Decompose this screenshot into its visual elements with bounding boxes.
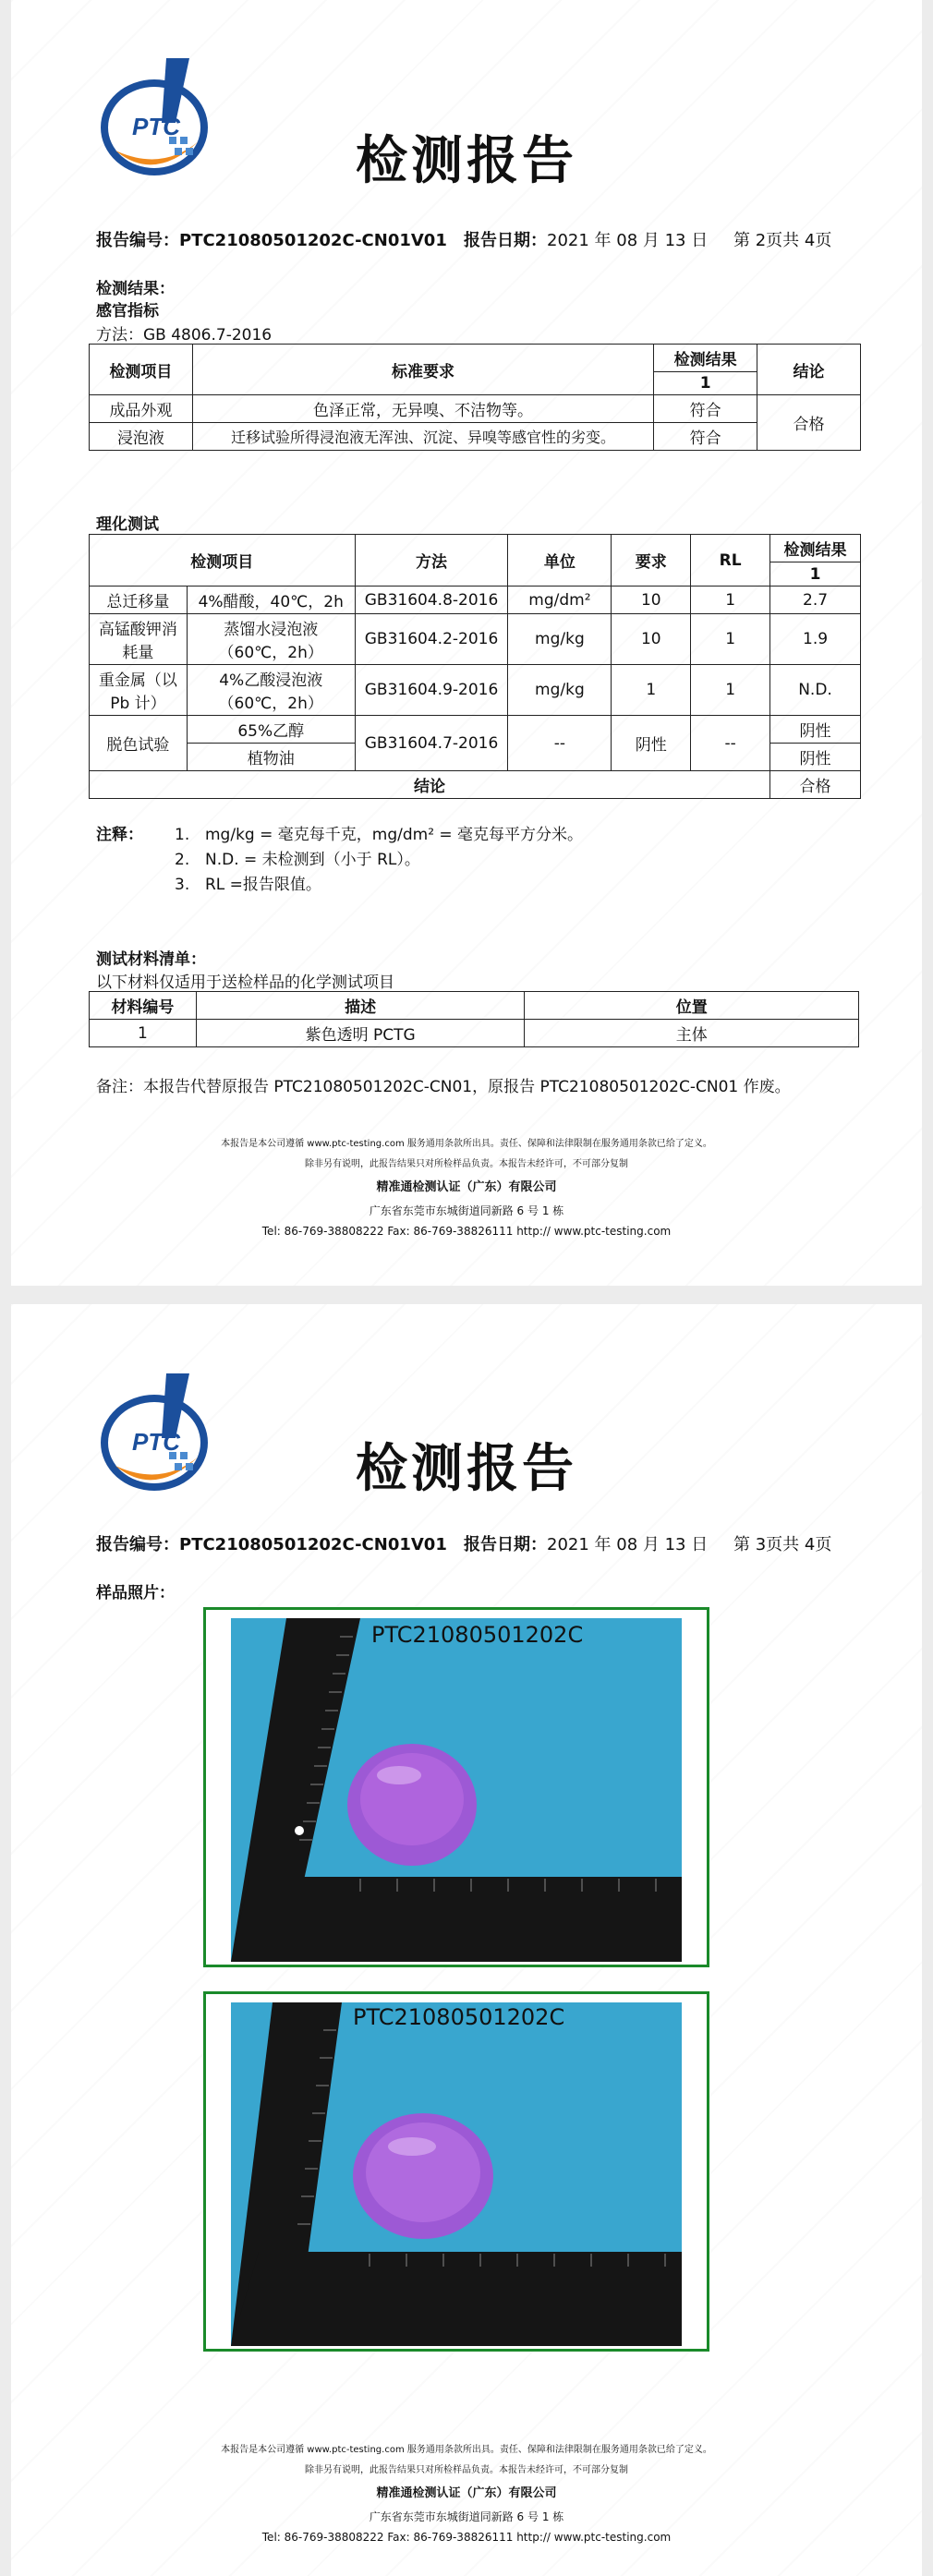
report-title: 检测报告 <box>356 130 577 191</box>
table-row: 1 紫色透明 PCTG 主体 <box>90 1020 859 1047</box>
table-row: 结论 合格 <box>90 771 861 799</box>
sample-photo <box>231 2002 682 2346</box>
page-info: 第 2页共 4页 <box>733 231 832 250</box>
materials-subheading: 以下材料仅适用于送检样品的化学测试项目 <box>96 974 394 992</box>
report-page-3: PTC 检测报告 报告编号：PTC21080501202C-CN01V01 报告日期：2021 年 08 月 13 日 第 3页共 4页 样品照片： PTC21080501202C PTC21080501202C 本报告是本公司遵循 www.ptc-testing.com 服务通用条款所出具。责任、保障和法律限制在服务通用条款已给了定义。 除非另有说明，此报告结果只对所检样品负责。本报告未经许可，不可部分复制 精准通检测认证（广东）有限公司 广东省东莞市东城街道同新路 6 号 1 栋 Tel: 86-769-38808222 Fax: 86-769-38826111 http:// www.ptc-testing.com <box>11 1304 922 2576</box>
sample-photo <box>231 1618 682 1962</box>
remark: 备注：本报告代替原报告 PTC21080501202C-CN01，原报告 PTC21080501202C-CN01 作废。 <box>96 1078 791 1096</box>
sensory-heading: 感官指标 <box>96 302 159 320</box>
notes: 注释： 1. mg/kg = 毫克每千克，mg/dm² = 毫克每平方分米。 2. N.D. = 未检测到（小于 RL）。 3. RL =报告限值。 <box>96 826 584 894</box>
table-row: 重金属（以Pb 计） 4%乙酸浸泡液（60℃，2h） GB31604.9-2016 mg/kg 1 1 N.D. <box>90 665 861 716</box>
report-page-2: PTC 检测报告 报告编号：PTC21080501202C-CN01V01 报告日期：2021 年 08 月 13 日 第 2页共 4页 检测结果： 感官指标 方法：GB 4806.7-2016 检测项目 标准要求 检测结果 结论 1 成品外观 色泽正常，无异嗅、不洁物等。 符合 合格 浸泡液 迁移试验所得浸泡液无浑浊、沉淀、异嗅等感官性的劣变。 符合 理化测试 检测项目 方法 单位 要求 RL 检测结果 1 总迁移量 4%醋酸，40℃，2h GB31604.8-2016 mg/dm² 10 1 2.7 高锰酸钾消耗量 蒸馏水浸泡液（60℃，2h） GB31604.2-2016 mg/kg 10 1 1.9 重金属（以Pb 计） 4%乙酸浸泡液（60℃，2h） GB31604.9-2016 mg/kg 1 1 N.D. 脱色试验 65%乙醇 GB31604.7-2016 -- 阴性 -- 阴性 植物油 阴性 结论 合格 注释： 1. mg/kg = 毫克每千克，mg/dm² = 毫克每平方分米。 2. N.D. = 未检测到（小于 RL）。 3. RL =报告限值。 测试材料清单： 以下材料仅适用于送检样品的化学测试项目 材料编号 描述 位置 1 紫色透明 PCTG 主体 备注：本报告代替原报告 PTC21080501202C-CN01，原报告 PTC21080501202C-CN01 作废。 本报告是本公司遵循 www.ptc-testing.com 服务通用条款所出具。责任、保障和法律限制在服务通用条款已给了定义。 除非另有说明，此报告结果只对所检样品负责。本报告未经许可，不可部分复制 精准通检测认证（广东）有限公司 广东省东莞市东城街道同新路 6 号 1 栋 Tel: 86-769-38808222 Fax: 86-769-38826111 http:// www.ptc-testing.com <box>11 0 922 1286</box>
table-row: 高锰酸钾消耗量 蒸馏水浸泡液（60℃，2h） GB31604.2-2016 mg/kg 10 1 1.9 <box>90 614 861 665</box>
page-footer: 本报告是本公司遵循 www.ptc-testing.com 服务通用条款所出具。责任、保障和法律限制在服务通用条款已给了定义。 除非另有说明，此报告结果只对所检样品负责。本报告未经许可，不可部分复制 精准通检测认证（广东）有限公司 广东省东莞市东城街道同新路 6 号 1 栋 Tel: 86-769-38808222 Fax: 86-769-38826111 http:// www.ptc-testing.com <box>221 2445 712 2544</box>
page-footer: 本报告是本公司遵循 www.ptc-testing.com 服务通用条款所出具。责任、保障和法律限制在服务通用条款已给了定义。 除非另有说明，此报告结果只对所检样品负责。本报告未经许可，不可部分复制 精准通检测认证（广东）有限公司 广东省东莞市东城街道同新路 6 号 1 栋 Tel: 86-769-38808222 Fax: 86-769-38826111 http:// www.ptc-testing.com <box>221 1139 712 1238</box>
report-title: 检测报告 <box>356 1438 577 1499</box>
sample-photo-frame <box>203 1607 709 1967</box>
svg-text:PTC: PTC <box>132 113 180 140</box>
photo-label: PTC21080501202C <box>353 2004 565 2030</box>
table-row: 成品外观 色泽正常，无异嗅、不洁物等。 符合 合格 <box>90 395 861 423</box>
sensory-method: 方法：GB 4806.7-2016 <box>96 326 273 345</box>
results-heading: 检测结果： <box>96 280 175 298</box>
materials-table: 材料编号 描述 位置 1 紫色透明 PCTG 主体 <box>89 991 859 1047</box>
svg-text:PTC: PTC <box>132 1428 180 1456</box>
report-date: 2021 年 08 月 13 日 <box>547 1535 709 1554</box>
table-row: 脱色试验 65%乙醇 GB31604.7-2016 -- 阴性 -- 阴性 <box>90 716 861 744</box>
phys-table: 检测项目 方法 单位 要求 RL 检测结果 1 总迁移量 4%醋酸，40℃，2h GB31604.8-2016 mg/dm² 10 1 2.7 高锰酸钾消耗量 蒸馏水浸泡液（60℃，2h） GB31604.2-2016 mg/kg 10 1 1.9 重金属（以Pb 计） 4%乙酸浸泡液（60℃，2h） GB31604.9-2016 mg/kg 1 1 N.D. 脱色试验 65%乙醇 GB31604.7-2016 -- 阴性 -- 阴性 植物油 阴性 结论 合格 <box>89 534 861 799</box>
photo-label: PTC21080501202C <box>371 1622 584 1648</box>
sensory-table: 检测项目 标准要求 检测结果 结论 1 成品外观 色泽正常，无异嗅、不洁物等。 符合 合格 浸泡液 迁移试验所得浸泡液无浑浊、沉淀、异嗅等感官性的劣变。 符合 <box>89 344 861 451</box>
sample-photo-frame <box>203 1991 709 2352</box>
phys-heading: 理化测试 <box>96 515 159 534</box>
table-row: 植物油 阴性 <box>90 744 861 771</box>
page-info: 第 3页共 4页 <box>733 1535 832 1554</box>
report-date: 2021 年 08 月 13 日 <box>547 231 709 250</box>
materials-heading: 测试材料清单： <box>96 950 206 969</box>
table-row: 总迁移量 4%醋酸，40℃，2h GB31604.8-2016 mg/dm² 10 1 2.7 <box>90 587 861 614</box>
photo-heading: 样品照片： <box>96 1584 175 1602</box>
report-number: PTC21080501202C-CN01V01 <box>179 1535 447 1554</box>
report-number: PTC21080501202C-CN01V01 <box>179 231 447 250</box>
table-row: 浸泡液 迁移试验所得浸泡液无浑浊、沉淀、异嗅等感官性的劣变。 符合 <box>90 423 861 451</box>
